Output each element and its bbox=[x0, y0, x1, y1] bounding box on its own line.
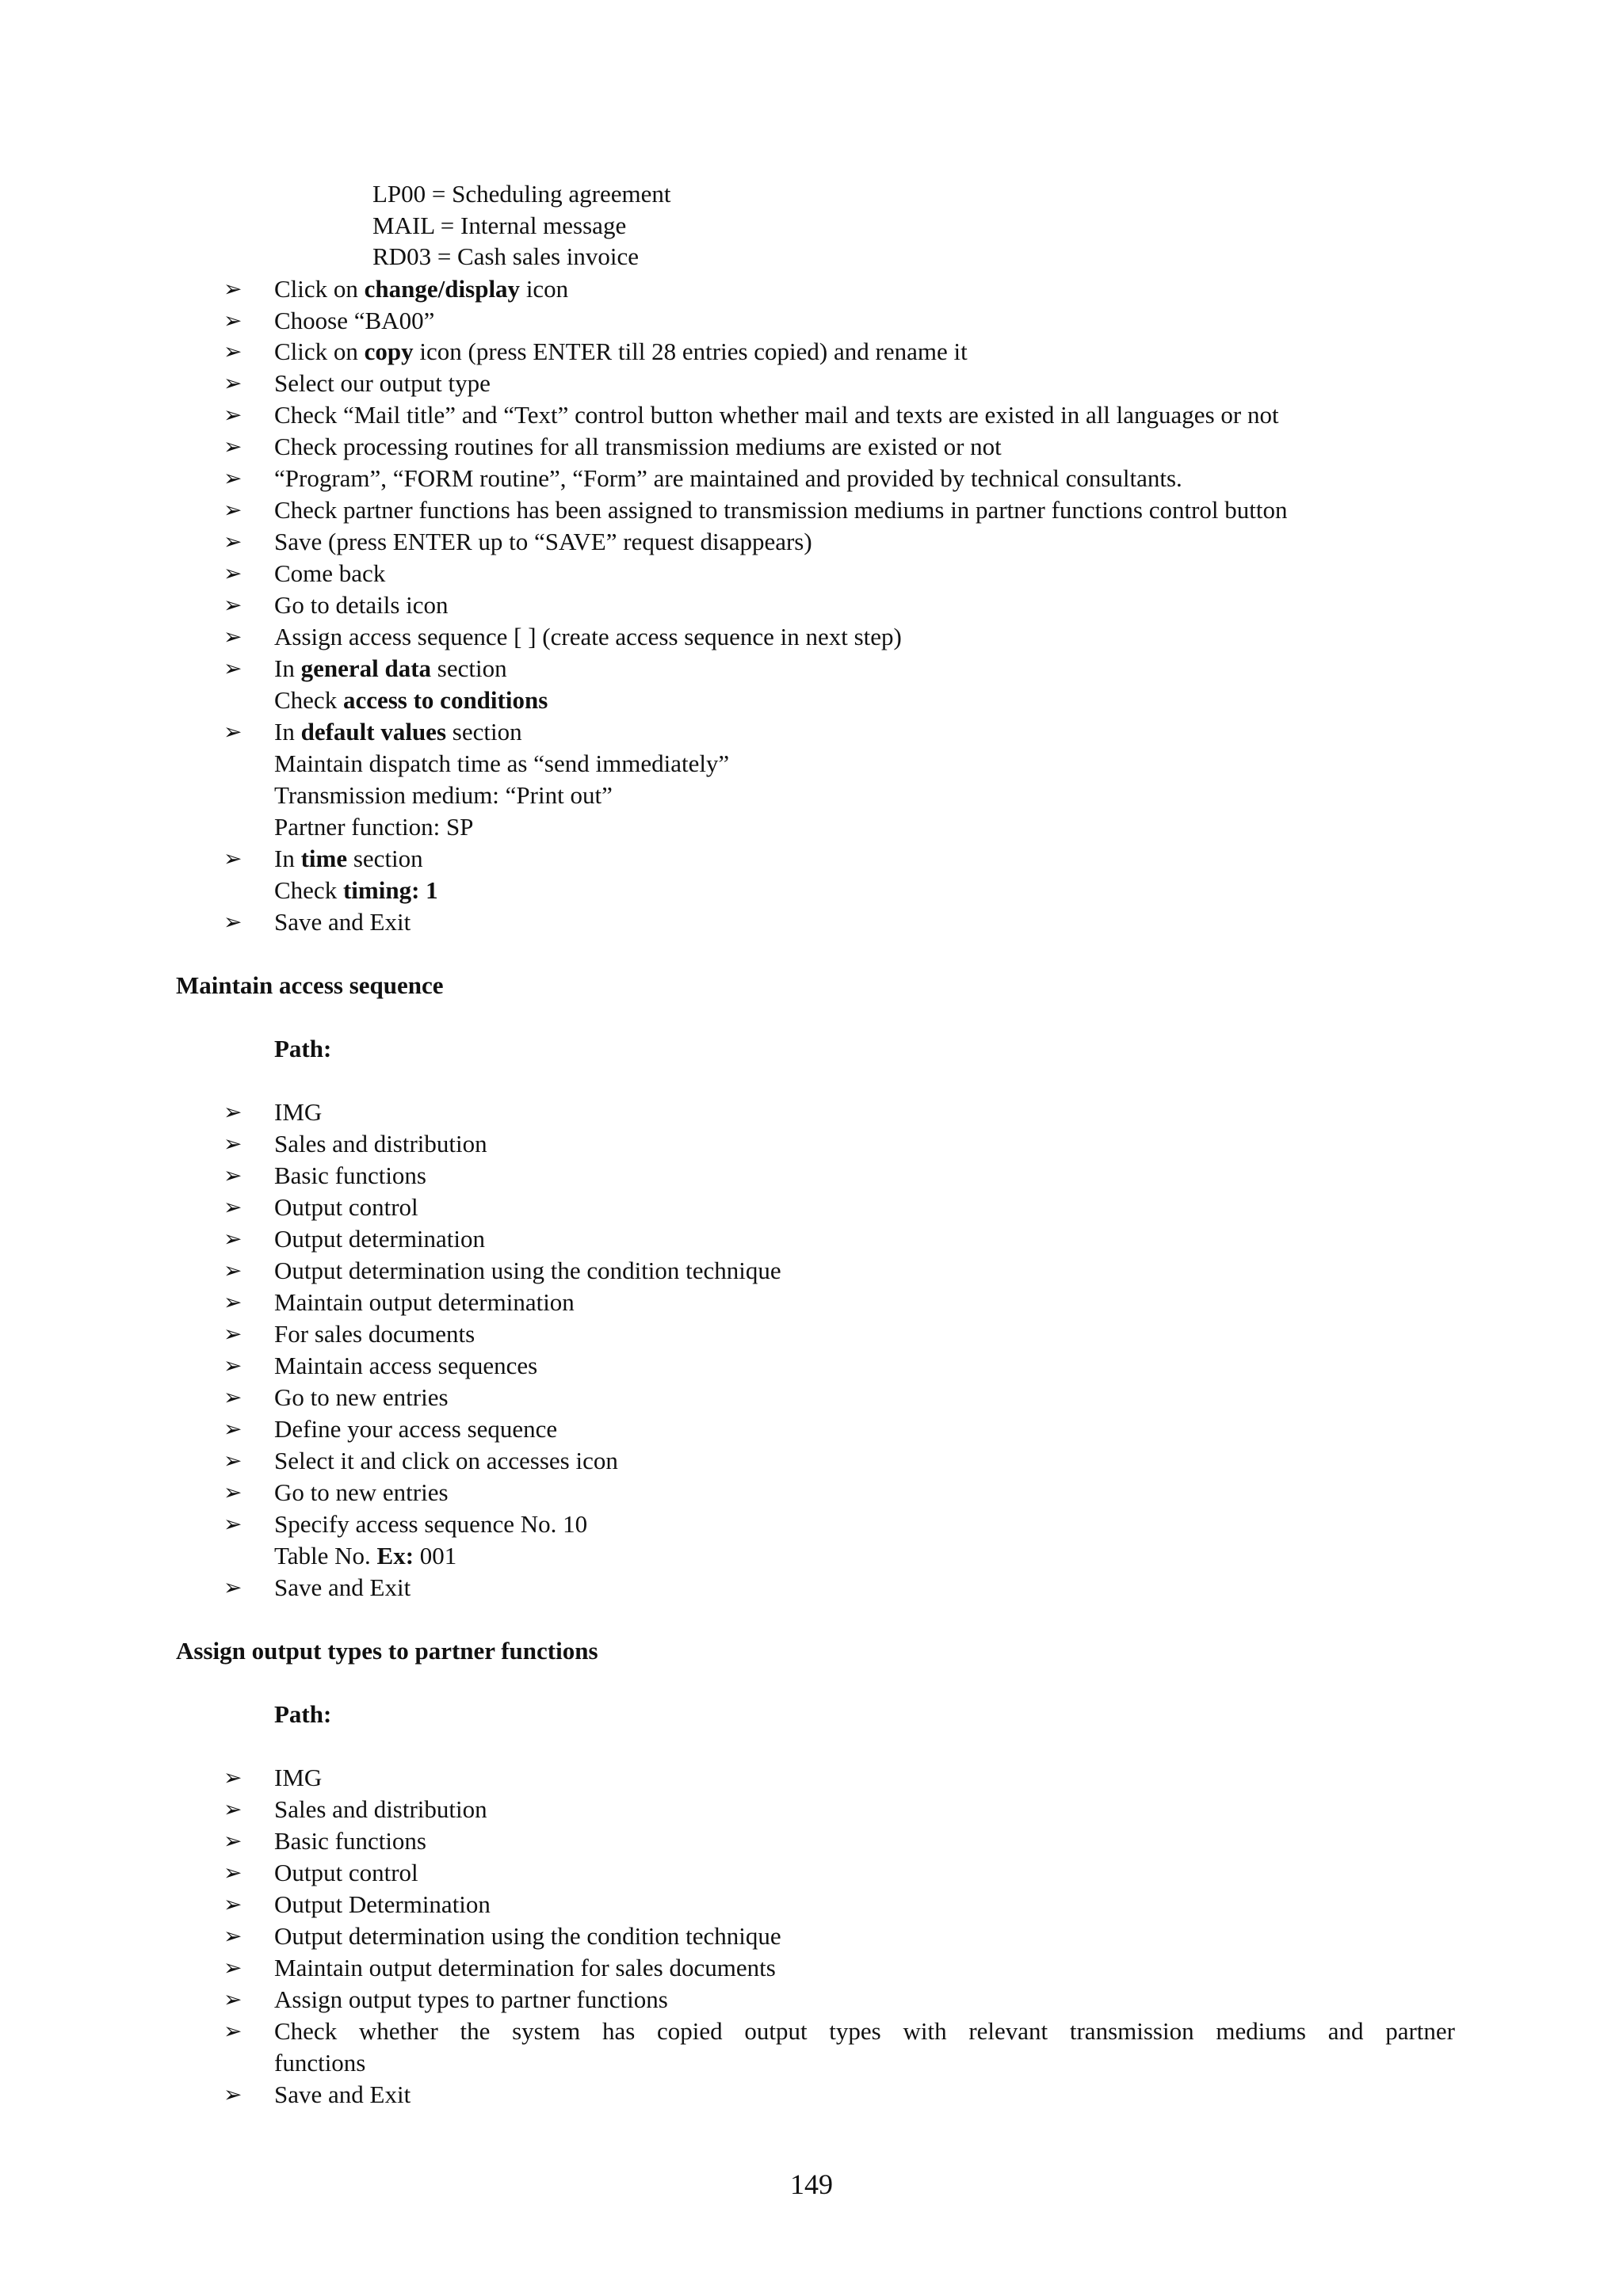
bullet-icon: ➢ bbox=[223, 1226, 242, 1252]
bullet-icon: ➢ bbox=[223, 276, 242, 302]
bullet-icon: ➢ bbox=[223, 1321, 242, 1347]
text-line: RD03 = Cash sales invoice bbox=[372, 242, 640, 270]
bullet-icon: ➢ bbox=[223, 402, 242, 428]
bullet-icon: ➢ bbox=[223, 1764, 242, 1791]
list-item: Sales and distribution bbox=[274, 1795, 487, 1823]
list-item: Output control bbox=[274, 1193, 418, 1221]
list-item: In general data section bbox=[274, 654, 507, 682]
list-item: Specify access sequence No. 10 bbox=[274, 1510, 588, 1538]
bullet-icon: ➢ bbox=[223, 592, 242, 618]
text-line: MAIL = Internal message bbox=[372, 212, 627, 239]
bullet-icon: ➢ bbox=[223, 1511, 242, 1537]
bullet-icon: ➢ bbox=[223, 1986, 242, 2012]
list-item: Maintain output determination for sales documents bbox=[274, 1954, 776, 1981]
bullet-icon: ➢ bbox=[223, 497, 242, 523]
list-item-subline: Transmission medium: “Print out” bbox=[274, 781, 613, 809]
bullet-icon: ➢ bbox=[223, 1352, 242, 1379]
bullet-icon: ➢ bbox=[223, 1099, 242, 1125]
bullet-icon: ➢ bbox=[223, 1574, 242, 1600]
list-item: Check “Mail title” and “Text” control button whether mail and texts are existed in all languages or not bbox=[274, 401, 1279, 429]
bullet-icon: ➢ bbox=[223, 1891, 242, 1917]
list-item: Output determination using the condition technique bbox=[274, 1922, 781, 1950]
list-item: Save and Exit bbox=[274, 908, 411, 936]
bullet-icon: ➢ bbox=[223, 338, 242, 364]
list-item: Basic functions bbox=[274, 1161, 426, 1189]
bullet-icon: ➢ bbox=[223, 1416, 242, 1442]
bullet-icon: ➢ bbox=[223, 1859, 242, 1886]
bullet-icon: ➢ bbox=[223, 307, 242, 334]
bullet-icon: ➢ bbox=[223, 1828, 242, 1854]
bullet-icon: ➢ bbox=[223, 1796, 242, 1822]
list-item: Check partner functions has been assigned to transmission mediums in partner functions control button bbox=[274, 496, 1288, 524]
bullet-icon: ➢ bbox=[223, 1955, 242, 1981]
list-item: Go to new entries bbox=[274, 1478, 449, 1506]
list-item: Check whether the system has copied output types with relevant transmission mediums and partner bbox=[274, 2017, 1455, 2045]
list-item: Choose “BA00” bbox=[274, 307, 435, 334]
bullet-icon: ➢ bbox=[223, 719, 242, 745]
bullet-icon: ➢ bbox=[223, 1194, 242, 1220]
list-item: Output determination using the condition technique bbox=[274, 1257, 781, 1284]
list-item: In time section bbox=[274, 845, 423, 872]
bullet-icon: ➢ bbox=[223, 433, 242, 460]
bullet-icon: ➢ bbox=[223, 2081, 242, 2107]
bullet-icon: ➢ bbox=[223, 1384, 242, 1410]
list-item: Go to new entries bbox=[274, 1383, 449, 1411]
section-heading: Assign output types to partner functions bbox=[176, 1637, 598, 1665]
list-item: Define your access sequence bbox=[274, 1415, 558, 1443]
list-item: Click on copy icon (press ENTER till 28 entries copied) and rename it bbox=[274, 338, 968, 365]
list-item: Sales and distribution bbox=[274, 1130, 487, 1158]
list-item: Maintain access sequences bbox=[274, 1352, 538, 1379]
path-label: Path: bbox=[274, 1700, 332, 1728]
bullet-icon: ➢ bbox=[223, 1257, 242, 1283]
bullet-icon: ➢ bbox=[223, 1131, 242, 1157]
bullet-icon: ➢ bbox=[223, 1923, 242, 1949]
list-item: IMG bbox=[274, 1764, 323, 1791]
list-item: For sales documents bbox=[274, 1320, 475, 1348]
list-item: In default values section bbox=[274, 718, 522, 746]
list-item: Assign access sequence [ ] (create access sequence in next step) bbox=[274, 623, 902, 650]
list-item: Come back bbox=[274, 559, 386, 587]
list-item: Output Determination bbox=[274, 1890, 491, 1918]
list-item-subline: functions bbox=[274, 2049, 366, 2077]
bullet-icon: ➢ bbox=[223, 1447, 242, 1474]
bullet-icon: ➢ bbox=[223, 370, 242, 396]
bullet-icon: ➢ bbox=[223, 655, 242, 681]
list-item: Click on change/display icon bbox=[274, 275, 569, 303]
list-item: Save (press ENTER up to “SAVE” request disappears) bbox=[274, 528, 812, 555]
list-item-subline: Partner function: SP bbox=[274, 813, 474, 841]
bullet-icon: ➢ bbox=[223, 624, 242, 650]
list-item-subline: Check access to conditions bbox=[274, 686, 548, 714]
bullet-icon: ➢ bbox=[223, 909, 242, 935]
list-item-subline: Table No. Ex: 001 bbox=[274, 1542, 457, 1569]
page-number: 149 bbox=[790, 2168, 833, 2200]
list-item: Assign output types to partner functions bbox=[274, 1985, 668, 2013]
list-item: Select it and click on accesses icon bbox=[274, 1447, 618, 1474]
path-label: Path: bbox=[274, 1035, 332, 1062]
list-item: Output determination bbox=[274, 1225, 486, 1253]
bullet-icon: ➢ bbox=[223, 1479, 242, 1505]
list-item: “Program”, “FORM routine”, “Form” are maintained and provided by technical consultants. bbox=[274, 464, 1182, 492]
bullet-icon: ➢ bbox=[223, 845, 242, 871]
list-item: Output control bbox=[274, 1859, 418, 1886]
list-item-subline: Check timing: 1 bbox=[274, 876, 438, 904]
bullet-icon: ➢ bbox=[223, 1162, 242, 1188]
bullet-icon: ➢ bbox=[223, 465, 242, 491]
list-item: Maintain output determination bbox=[274, 1288, 575, 1316]
list-item: Select our output type bbox=[274, 369, 491, 397]
list-item: Save and Exit bbox=[274, 1573, 411, 1601]
list-item: Basic functions bbox=[274, 1827, 426, 1855]
bullet-icon: ➢ bbox=[223, 2018, 242, 2044]
bullet-icon: ➢ bbox=[223, 528, 242, 555]
list-item: Save and Exit bbox=[274, 2081, 411, 2108]
bullet-icon: ➢ bbox=[223, 560, 242, 586]
text-line: LP00 = Scheduling agreement bbox=[372, 180, 671, 208]
list-item: Go to details icon bbox=[274, 591, 449, 619]
list-item: IMG bbox=[274, 1098, 323, 1126]
section-heading: Maintain access sequence bbox=[176, 971, 444, 999]
list-item-subline: Maintain dispatch time as “send immediately” bbox=[274, 749, 730, 777]
list-item: Check processing routines for all transmission mediums are existed or not bbox=[274, 433, 1002, 460]
bullet-icon: ➢ bbox=[223, 1289, 242, 1315]
